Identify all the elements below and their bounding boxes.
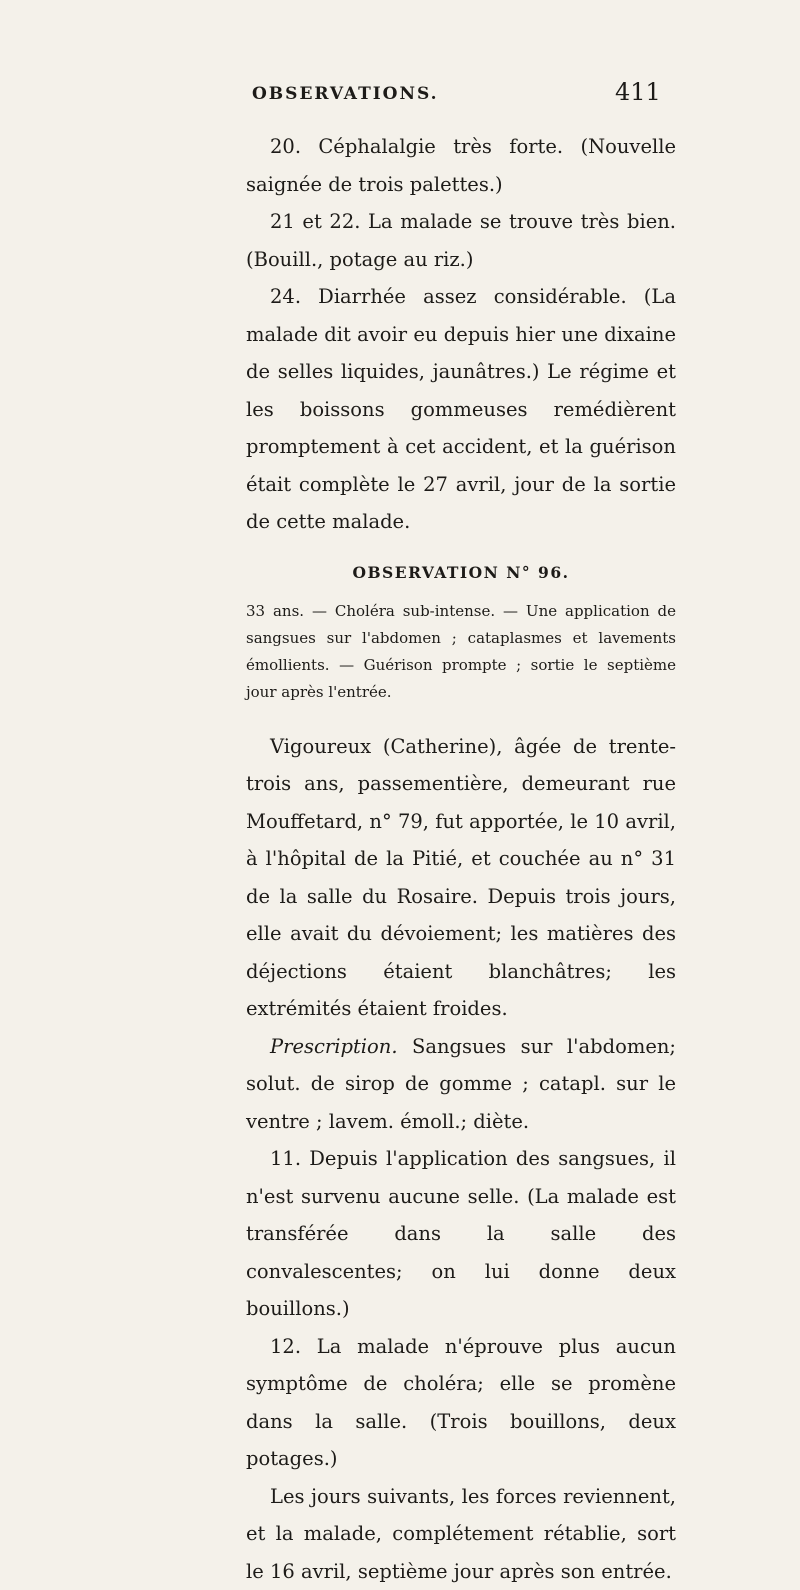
prescription-label: Prescription. — [270, 1035, 398, 1058]
observation-summary: 33 ans. — Choléra sub-intense. — Une application de sangsues sur l'abdomen ; cataplasmes et lavements émollients. — Guérison prompte ; sortie le septième jour après l'entrée. — [246, 598, 676, 706]
text-block — [246, 128, 676, 1590]
closing-paragraph: Les jours suivants, les forces reviennent, et la malade, complétement rétablie, sort le 16 avril, septième jour après son entrée. — [246, 1478, 676, 1590]
prescription-paragraph — [246, 1028, 676, 1141]
paragraph-day-12: 12. La malade n'éprouve plus aucun symptôme de choléra; elle se promène dans la salle. (Trois bouillons, deux potages.) — [246, 1328, 676, 1478]
page-number: 411 — [615, 78, 661, 106]
case-intro-paragraph: Vigoureux (Catherine), âgée de trente-trois ans, passementière, demeurant rue Mouffetard, n° 79, fut apportée, le 10 avril, à l'hôpital de la Pitié, et couchée au n° 31 de la salle du Rosaire. Depuis trois jours, elle avait du dévoiement; les matières des déjections étaient blanchâtres; les extrémités étaient froides. — [246, 728, 676, 1028]
paragraph-day-20: 20. Céphalalgie très forte. (Nouvelle saignée de trois palettes.) — [246, 128, 676, 203]
page-header — [0, 78, 800, 118]
paragraph-day-21-22: 21 et 22. La malade se trouve très bien. (Bouill., potage au riz.) — [246, 203, 676, 278]
paragraph-day-11: 11. Depuis l'application des sangsues, il n'est survenu aucune selle. (La malade est transférée dans la salle des convalescentes; on lui donne deux bouillons.) — [246, 1140, 676, 1328]
prescription-text: Sangsues sur l'abdomen; solut. de sirop de gomme ; catapl. sur le ventre ; lavem. émoll.; diète. — [246, 1035, 676, 1133]
observation-heading: OBSERVATION N° 96. — [246, 563, 676, 582]
running-head: OBSERVATIONS. — [252, 84, 439, 104]
paragraph-day-24: 24. Diarrhée assez considérable. (La malade dit avoir eu depuis hier une dixaine de selles liquides, jaunâtres.) Le régime et les boissons gommeuses remédièrent promptement à cet accident, et la guérison était complète le 27 avril, jour de la sortie de cette malade. — [246, 278, 676, 541]
